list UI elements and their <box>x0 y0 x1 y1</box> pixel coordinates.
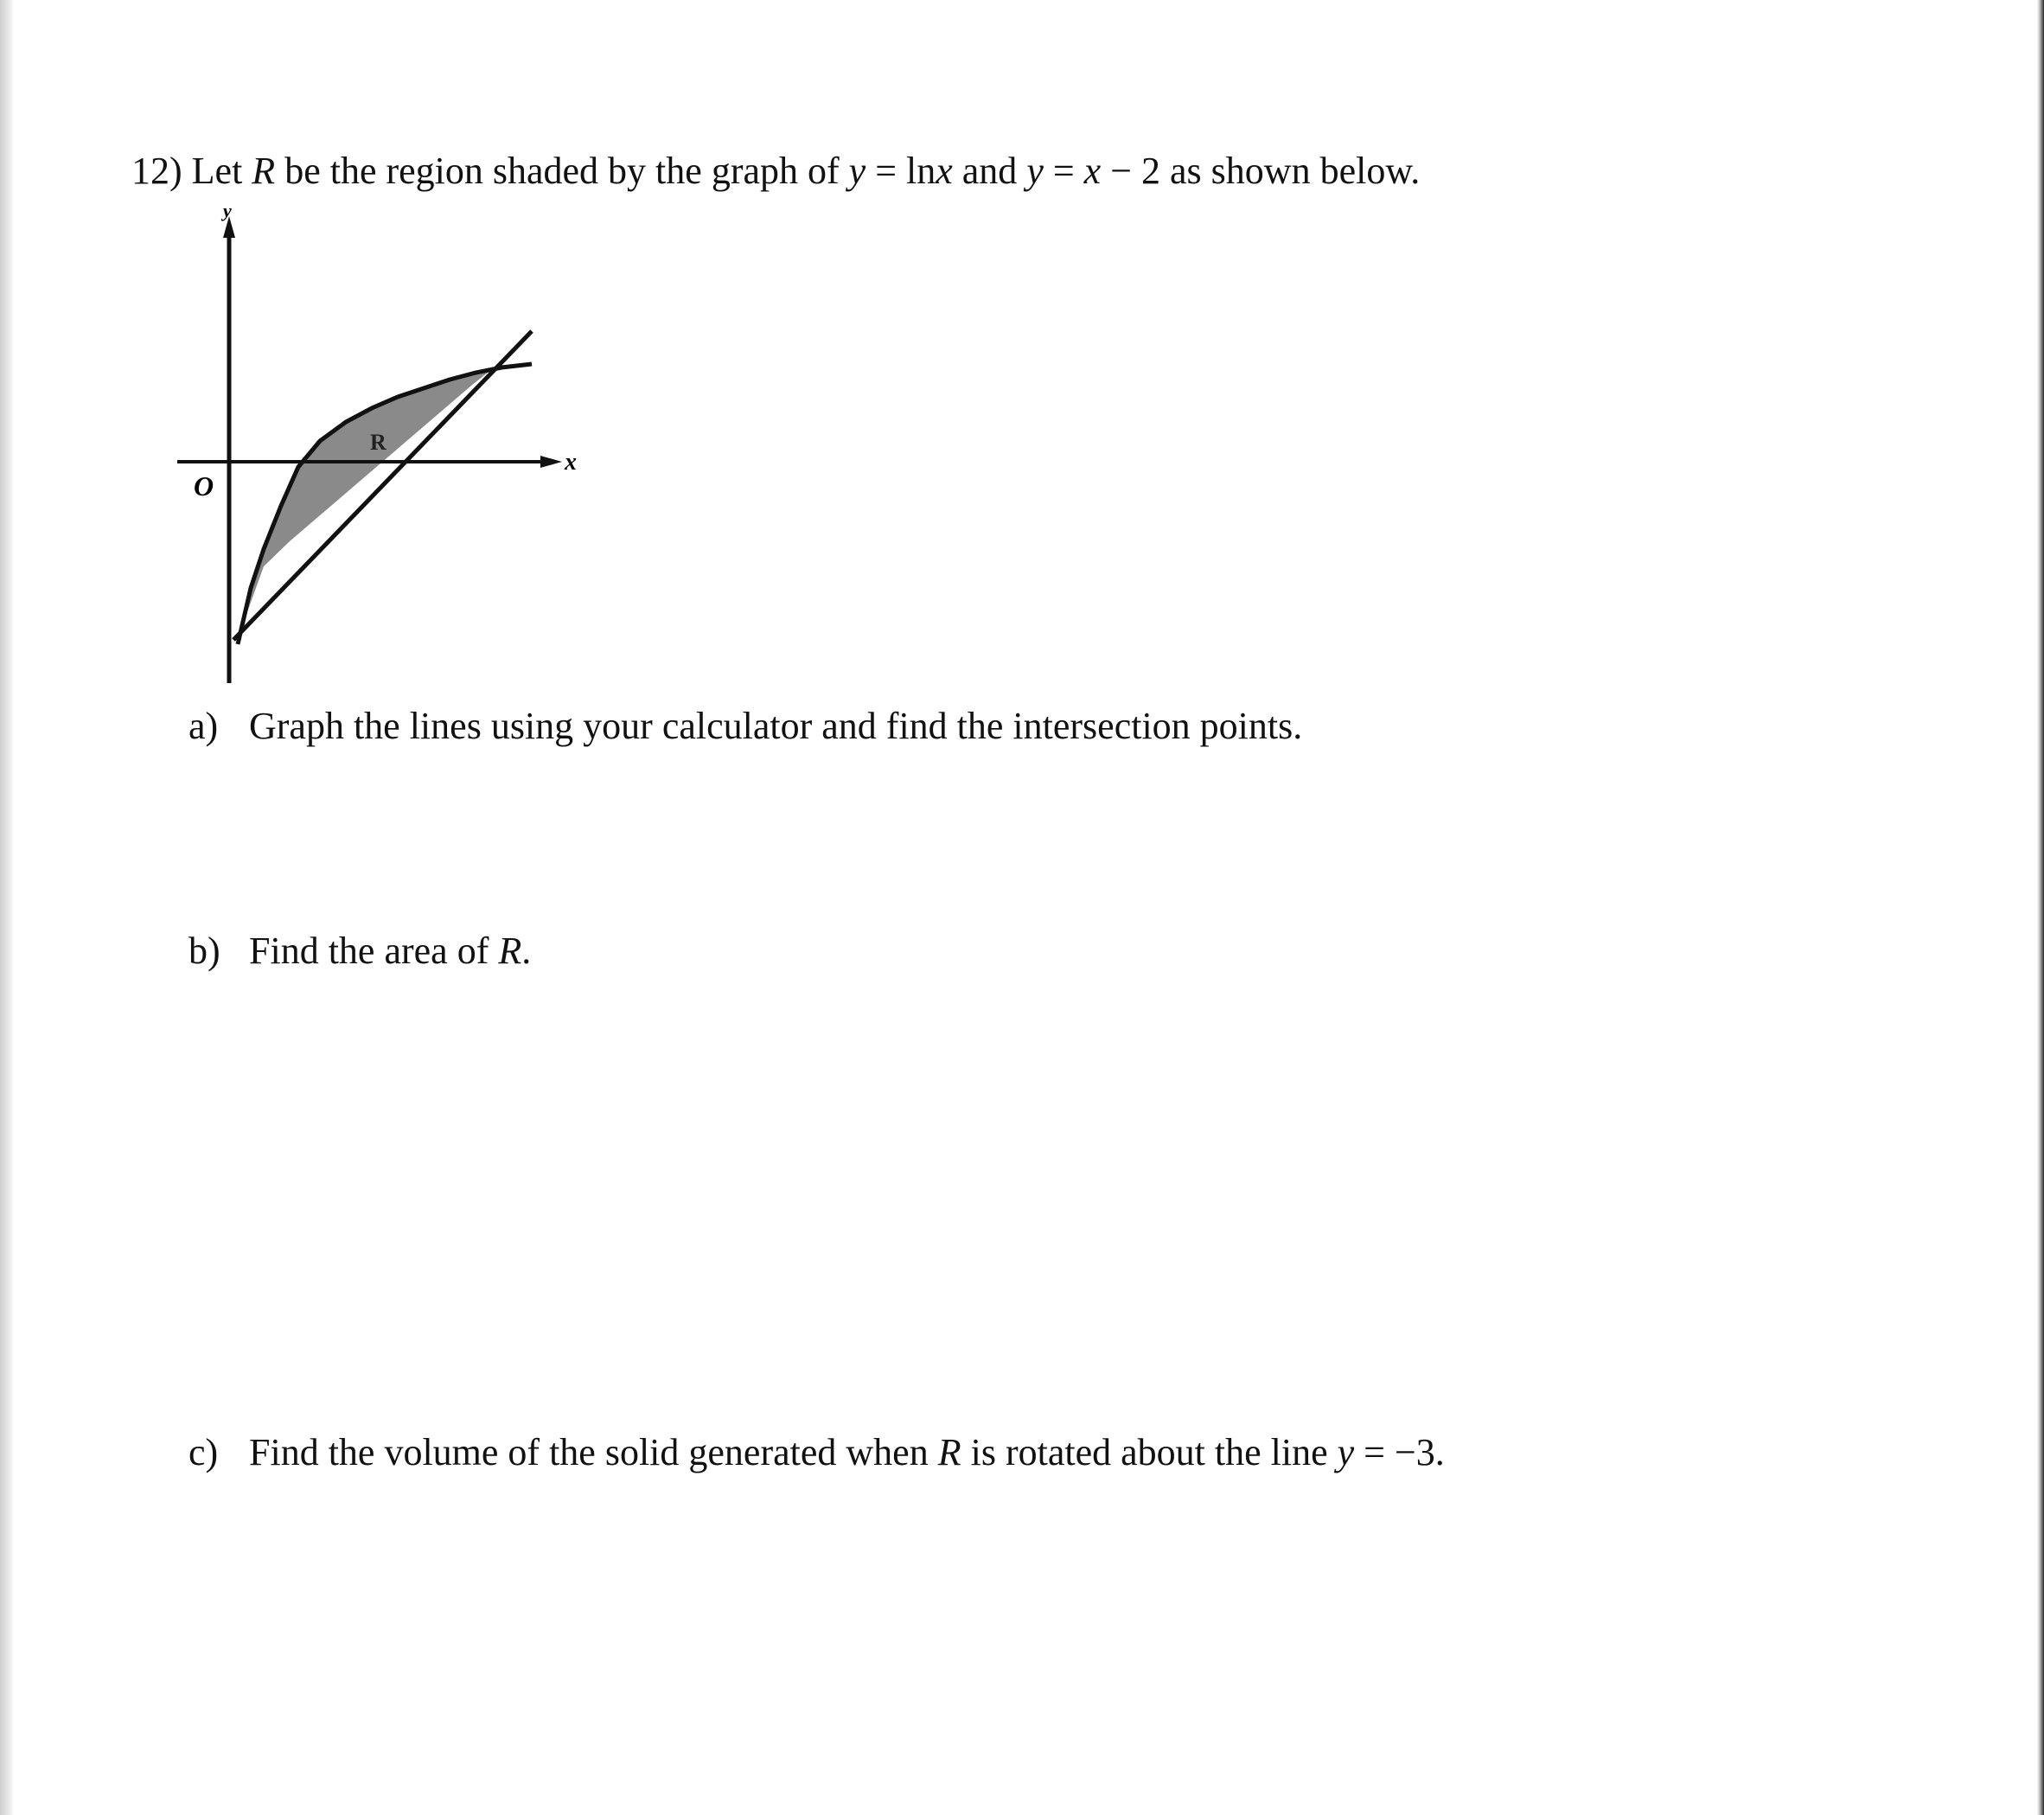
part-a <box>188 704 1302 750</box>
part-b: b) Find the area of R. <box>188 929 531 975</box>
page-left-edge <box>0 0 14 1815</box>
region-symbol: R <box>252 150 276 192</box>
x-axis-label: x <box>565 449 577 476</box>
part-a-label: a) <box>188 705 219 747</box>
question-title: 12) Let R be the region shaded by the graph of y = lnx and y = x − 2 as shown below. <box>131 150 1421 192</box>
x-axis-arrow-icon <box>540 456 562 468</box>
part-a-text: Graph the lines using your calculator and find the intersection points. <box>249 705 1303 747</box>
part-c-label: c) <box>188 1431 219 1473</box>
graph-figure <box>164 203 614 696</box>
line-x-minus-2 <box>233 331 532 640</box>
part-b-label: b) <box>188 930 220 972</box>
region-label: R <box>370 430 386 455</box>
origin-label: O <box>194 470 214 502</box>
page-right-edge <box>2037 0 2044 1815</box>
part-c: c) Find the volume of the solid generated when R is rotated about the line y = −3. <box>188 1430 1445 1476</box>
question-number: 12) <box>131 150 182 192</box>
y-axis-label: y <box>223 203 232 221</box>
